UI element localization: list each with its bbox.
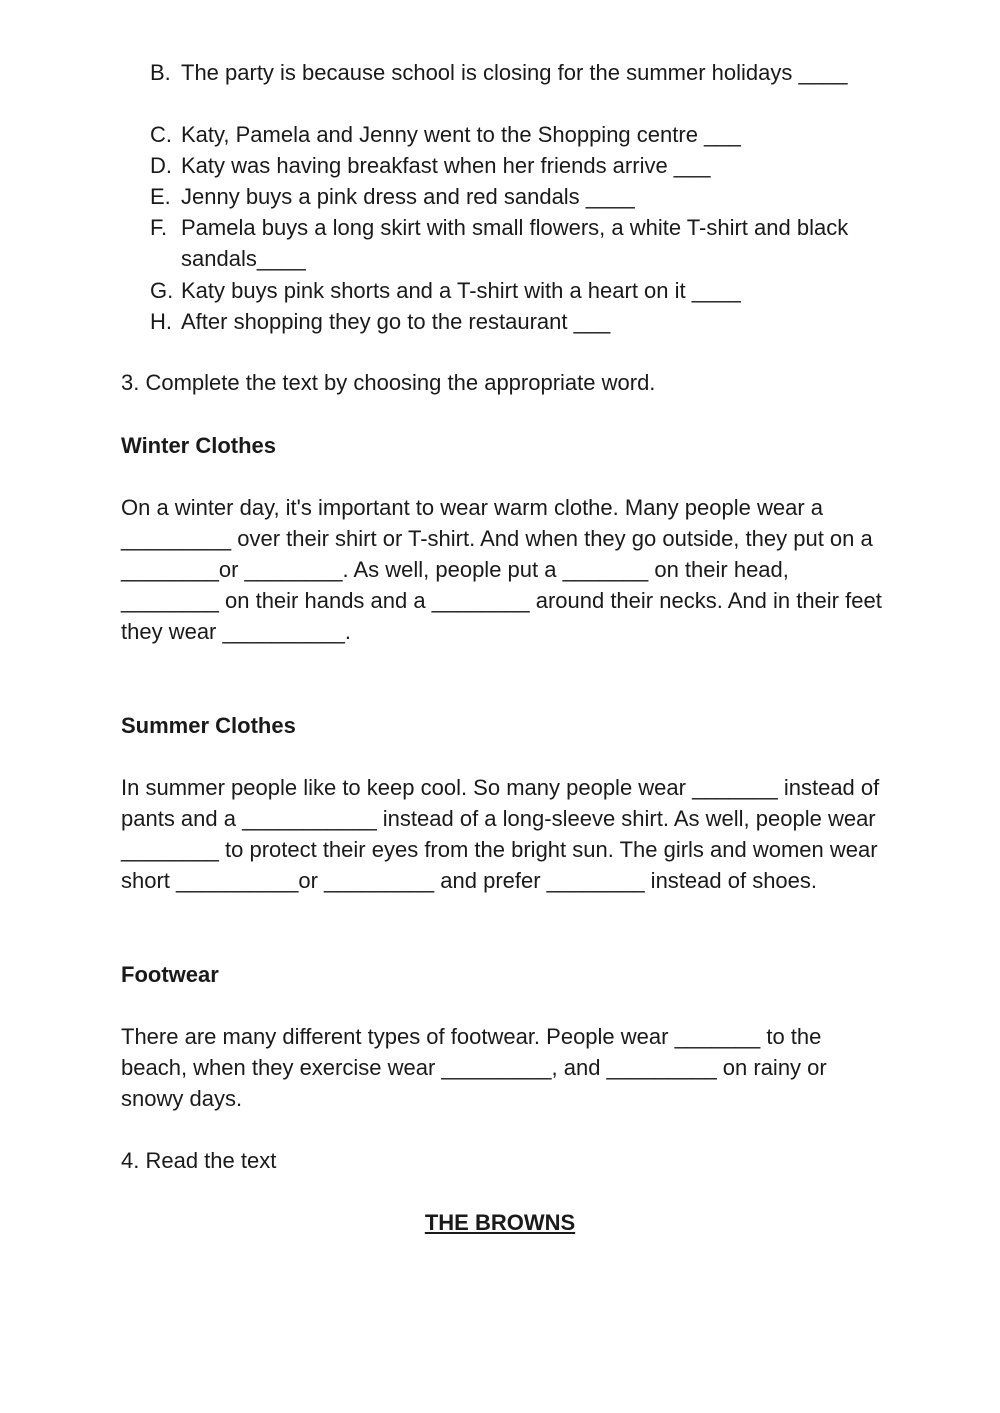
list-item-letter: C. xyxy=(150,122,172,147)
list-item-text: After shopping they go to the restaurant ___ xyxy=(181,309,611,334)
list-item xyxy=(150,306,870,337)
list-item-letter: G. xyxy=(150,278,174,303)
list-item-letter: H. xyxy=(150,309,172,334)
section3-instruction: 3. Complete the text by choosing the appropriate word. xyxy=(121,370,656,395)
list-item-text: Katy, Pamela and Jenny went to the Shopping centre ___ xyxy=(181,122,741,147)
footwear-heading: Footwear xyxy=(121,962,219,987)
summer-heading: Summer Clothes xyxy=(121,713,296,738)
list-item xyxy=(150,212,870,274)
winter-paragraph: On a winter day, it's important to wear warm clothe. Many people wear a _________ over their shirt or T-shirt. And when they go outside, they put on a ________or ________. As well, people put a _______ on their head, ________ on their hands and a ________ around their necks. And in their feet they wear __________. xyxy=(121,495,882,644)
list-item xyxy=(150,150,870,181)
list-item-letter: F. xyxy=(150,215,168,240)
list-item xyxy=(150,57,870,88)
list-item-text: The party is because school is closing for the summer holidays ____ xyxy=(181,60,848,85)
list-item-text: Jenny buys a pink dress and red sandals ____ xyxy=(181,184,635,209)
summer-paragraph: In summer people like to keep cool. So many people wear _______ instead of pants and a ___________ instead of a long-sleeve shirt. As well, people wear ________ to protect their eyes from the bright sun. The girls and women wear short __________or _________ and prefer ________ instead of shoes. xyxy=(121,775,880,893)
list-item-letter: D. xyxy=(150,153,172,178)
list-item xyxy=(150,181,870,212)
list-item-text: Pamela buys a long skirt with small flowers, a white T-shirt and black sandals____ xyxy=(181,215,849,271)
reading-title: THE BROWNS xyxy=(424,1210,576,1235)
list-item-letter: E. xyxy=(150,184,171,209)
footwear-paragraph: There are many different types of footwear. People wear _______ to the beach, when they exercise wear _________, and _________ on rainy or snowy days. xyxy=(121,1024,827,1111)
list-item-text: Katy buys pink shorts and a T-shirt with a heart on it ____ xyxy=(181,278,741,303)
list-item xyxy=(150,119,870,150)
list-item-text: Katy was having breakfast when her friends arrive ___ xyxy=(181,153,711,178)
list-item xyxy=(150,275,870,306)
winter-heading: Winter Clothes xyxy=(121,433,277,458)
section4-instruction: 4. Read the text xyxy=(121,1148,277,1173)
list-item-letter: B. xyxy=(150,60,171,85)
